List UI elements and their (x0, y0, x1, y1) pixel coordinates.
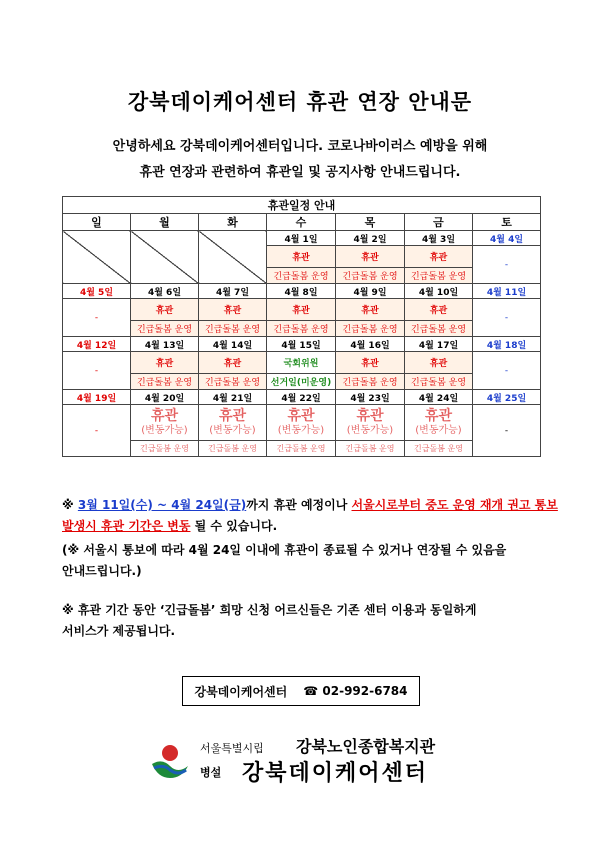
seoul-logo-icon (148, 738, 192, 782)
emergency-care-label: 긴급돌봄 운영 (336, 321, 405, 337)
day-wed: 수 (267, 214, 336, 231)
week3-note-row (63, 374, 541, 390)
emergency-care-label: 긴급돌봄 운영 (336, 441, 405, 457)
week4-variable-row (63, 405, 541, 441)
closed-label: 휴관 (287, 408, 315, 424)
date-cell: 4월 23일 (336, 390, 405, 405)
closed-label: 휴관 (356, 408, 384, 424)
closed-label: 휴관 (267, 299, 336, 321)
closed-label: 휴관 (336, 299, 405, 321)
election-day-line2: 선거일(미운영) (267, 374, 336, 390)
election-day-line1: 국회위원 (267, 352, 336, 374)
emergency-care-label: 긴급돌봄 운영 (199, 321, 267, 337)
closed-label: 휴관 (336, 246, 405, 268)
date-cell: 4월 7일 (199, 284, 267, 299)
calendar-caption: 휴관일정 안내 (63, 197, 541, 214)
variable-label: (변동가능) (209, 425, 256, 436)
date-cell: 4월 6일 (131, 284, 199, 299)
intro-line-2: 휴관 연장과 관련하여 휴관일 및 공지사항 안내드립니다. (139, 165, 461, 180)
date-cell: 4월 15일 (267, 337, 336, 352)
dash-cell: - (473, 352, 541, 390)
week3-closed-row (63, 352, 541, 374)
day-header-row (63, 214, 541, 231)
emergency-care-label: 긴급돌봄 운영 (131, 374, 199, 390)
dash-cell: - (63, 299, 131, 337)
intro-line-1: 안녕하세요 강북데이케어센터입니다. 코로나바이러스 예방을 위해 (112, 139, 488, 154)
notice-text: 될 수 있습니다. (194, 519, 278, 533)
date-cell: 4월 3일 (405, 231, 473, 246)
dash-cell: - (473, 246, 541, 284)
date-cell: 4월 16일 (336, 337, 405, 352)
day-sun: 일 (63, 214, 131, 231)
date-cell: 4월 9일 (336, 284, 405, 299)
variable-closed-cell (336, 405, 405, 441)
date-cell: 4월 17일 (405, 337, 473, 352)
date-cell: 4월 20일 (131, 390, 199, 405)
closed-label: 휴관 (424, 408, 453, 424)
closure-calendar (62, 196, 541, 457)
week1-date-row (63, 231, 541, 246)
notice-emergency-line-2: 서비스가 제공됩니다. (62, 624, 176, 638)
closed-label: 휴관 (405, 246, 473, 268)
day-fri: 금 (405, 214, 473, 231)
variable-label: (변동가능) (141, 425, 188, 436)
day-sat: 토 (473, 214, 541, 231)
date-cell: 4월 8일 (267, 284, 336, 299)
emergency-care-label: 긴급돌봄 운영 (131, 321, 199, 337)
closed-label: 휴관 (267, 246, 336, 268)
emergency-care-label: 긴급돌봄 운영 (267, 321, 336, 337)
closed-label: 휴관 (336, 352, 405, 374)
date-cell-sun: 4월 12일 (63, 337, 131, 352)
emergency-care-label: 긴급돌봄 운영 (199, 441, 267, 457)
notice-seoul-line-1: (※ 서울시 통보에 따라 4월 24일 이내에 휴관이 종료될 수 있거나 연장될 수 있음을 (62, 543, 507, 557)
dash-cell: - (473, 299, 541, 337)
variable-label: (변동가능) (415, 425, 462, 436)
closed-label: 휴관 (218, 408, 247, 424)
intro-text (0, 134, 600, 186)
closed-label: 휴관 (199, 299, 267, 321)
emergency-care-label: 긴급돌봄 운영 (336, 268, 405, 284)
emergency-care-label: 긴급돌봄 운영 (405, 441, 473, 457)
emergency-care-label: 긴급돌봄 운영 (405, 321, 473, 337)
closed-label: 휴관 (131, 352, 199, 374)
date-cell: 4월 2일 (336, 231, 405, 246)
week4-note-row (63, 441, 541, 457)
date-cell: 4월 13일 (131, 337, 199, 352)
notice-mark: ※ (62, 498, 74, 512)
closed-label: 휴관 (405, 299, 473, 321)
date-cell-sat: 4월 25일 (473, 390, 541, 405)
notice-period-dates: 3월 11일(수) ~ 4월 24일(금) (77, 498, 247, 512)
date-cell-sun: 4월 5일 (63, 284, 131, 299)
org-prefix: 서울특별시립 (200, 742, 264, 755)
date-cell: 4월 1일 (267, 231, 336, 246)
emergency-care-label: 긴급돌봄 운영 (405, 374, 473, 390)
notice-period (62, 495, 562, 537)
emergency-care-label: 긴급돌봄 운영 (267, 441, 336, 457)
emergency-care-label: 긴급돌봄 운영 (267, 268, 336, 284)
variable-closed-cell (199, 405, 267, 441)
day-thu: 목 (336, 214, 405, 231)
emergency-care-label: 긴급돌봄 운영 (199, 374, 267, 390)
notice-text: 까지 휴관 예정이나 (246, 498, 348, 512)
week3-date-row (63, 337, 541, 352)
date-cell: 4월 14일 (199, 337, 267, 352)
closed-label: 휴관 (199, 352, 267, 374)
closed-label: 휴관 (150, 408, 179, 424)
week2-note-row (63, 321, 541, 337)
contact-box (182, 676, 420, 706)
date-cell: 4월 21일 (199, 390, 267, 405)
day-tue: 화 (199, 214, 267, 231)
sub-prefix: 병설 (200, 766, 222, 779)
notice-emergency-line-1: ※ 휴관 기간 동안 ‘긴급돌봄’ 희망 신청 어르신들은 기존 센터 이용과 동일하게 (62, 603, 477, 617)
week4-date-row (63, 390, 541, 405)
variable-label: (변동가능) (277, 425, 325, 436)
week2-closed-row (63, 299, 541, 321)
variable-closed-cell (131, 405, 199, 441)
variable-label: (변동가능) (346, 425, 394, 436)
page-title: 강북데이케어센터 휴관 연장 안내문 (127, 90, 473, 114)
closed-label: 휴관 (405, 352, 473, 374)
week2-date-row (63, 284, 541, 299)
date-cell: 4월 22일 (267, 390, 336, 405)
notice-seoul (62, 540, 562, 582)
contact-phone[interactable]: 02-992-6784 (322, 684, 408, 698)
sub-name: 강북데이케어센터 (242, 761, 429, 786)
org-name: 강북노인종합복지관 (296, 737, 436, 756)
date-cell: 4월 24일 (405, 390, 473, 405)
date-cell-sat: 4월 4일 (473, 231, 541, 246)
notice-emergency-care (62, 600, 562, 642)
variable-closed-cell (405, 405, 473, 441)
empty-cell (131, 231, 199, 284)
emergency-care-label: 긴급돌봄 운영 (131, 441, 199, 457)
emergency-care-label: 긴급돌봄 운영 (405, 268, 473, 284)
dash-cell: - (63, 352, 131, 390)
notice-seoul-line-2: 안내드립니다.) (62, 564, 142, 578)
date-cell: 4월 10일 (405, 284, 473, 299)
empty-cell (63, 231, 131, 284)
day-mon: 월 (131, 214, 199, 231)
date-cell-sat: 4월 11일 (473, 284, 541, 299)
date-cell-sun: 4월 19일 (63, 390, 131, 405)
notice-highlight: 서울시로부터 중도 운영 재개 권고 통보 발생시 휴관 기간은 변동 (62, 498, 558, 533)
dash-cell: - (473, 405, 541, 457)
variable-closed-cell (267, 405, 336, 441)
phone-icon: ☎ (303, 684, 319, 698)
emergency-care-label: 긴급돌봄 운영 (336, 374, 405, 390)
empty-cell (199, 231, 267, 284)
closed-label: 휴관 (131, 299, 199, 321)
contact-name: 강북데이케어센터 (194, 684, 288, 699)
dash-cell: - (63, 405, 131, 457)
contact-phone-group (303, 684, 407, 698)
date-cell-sat: 4월 18일 (473, 337, 541, 352)
